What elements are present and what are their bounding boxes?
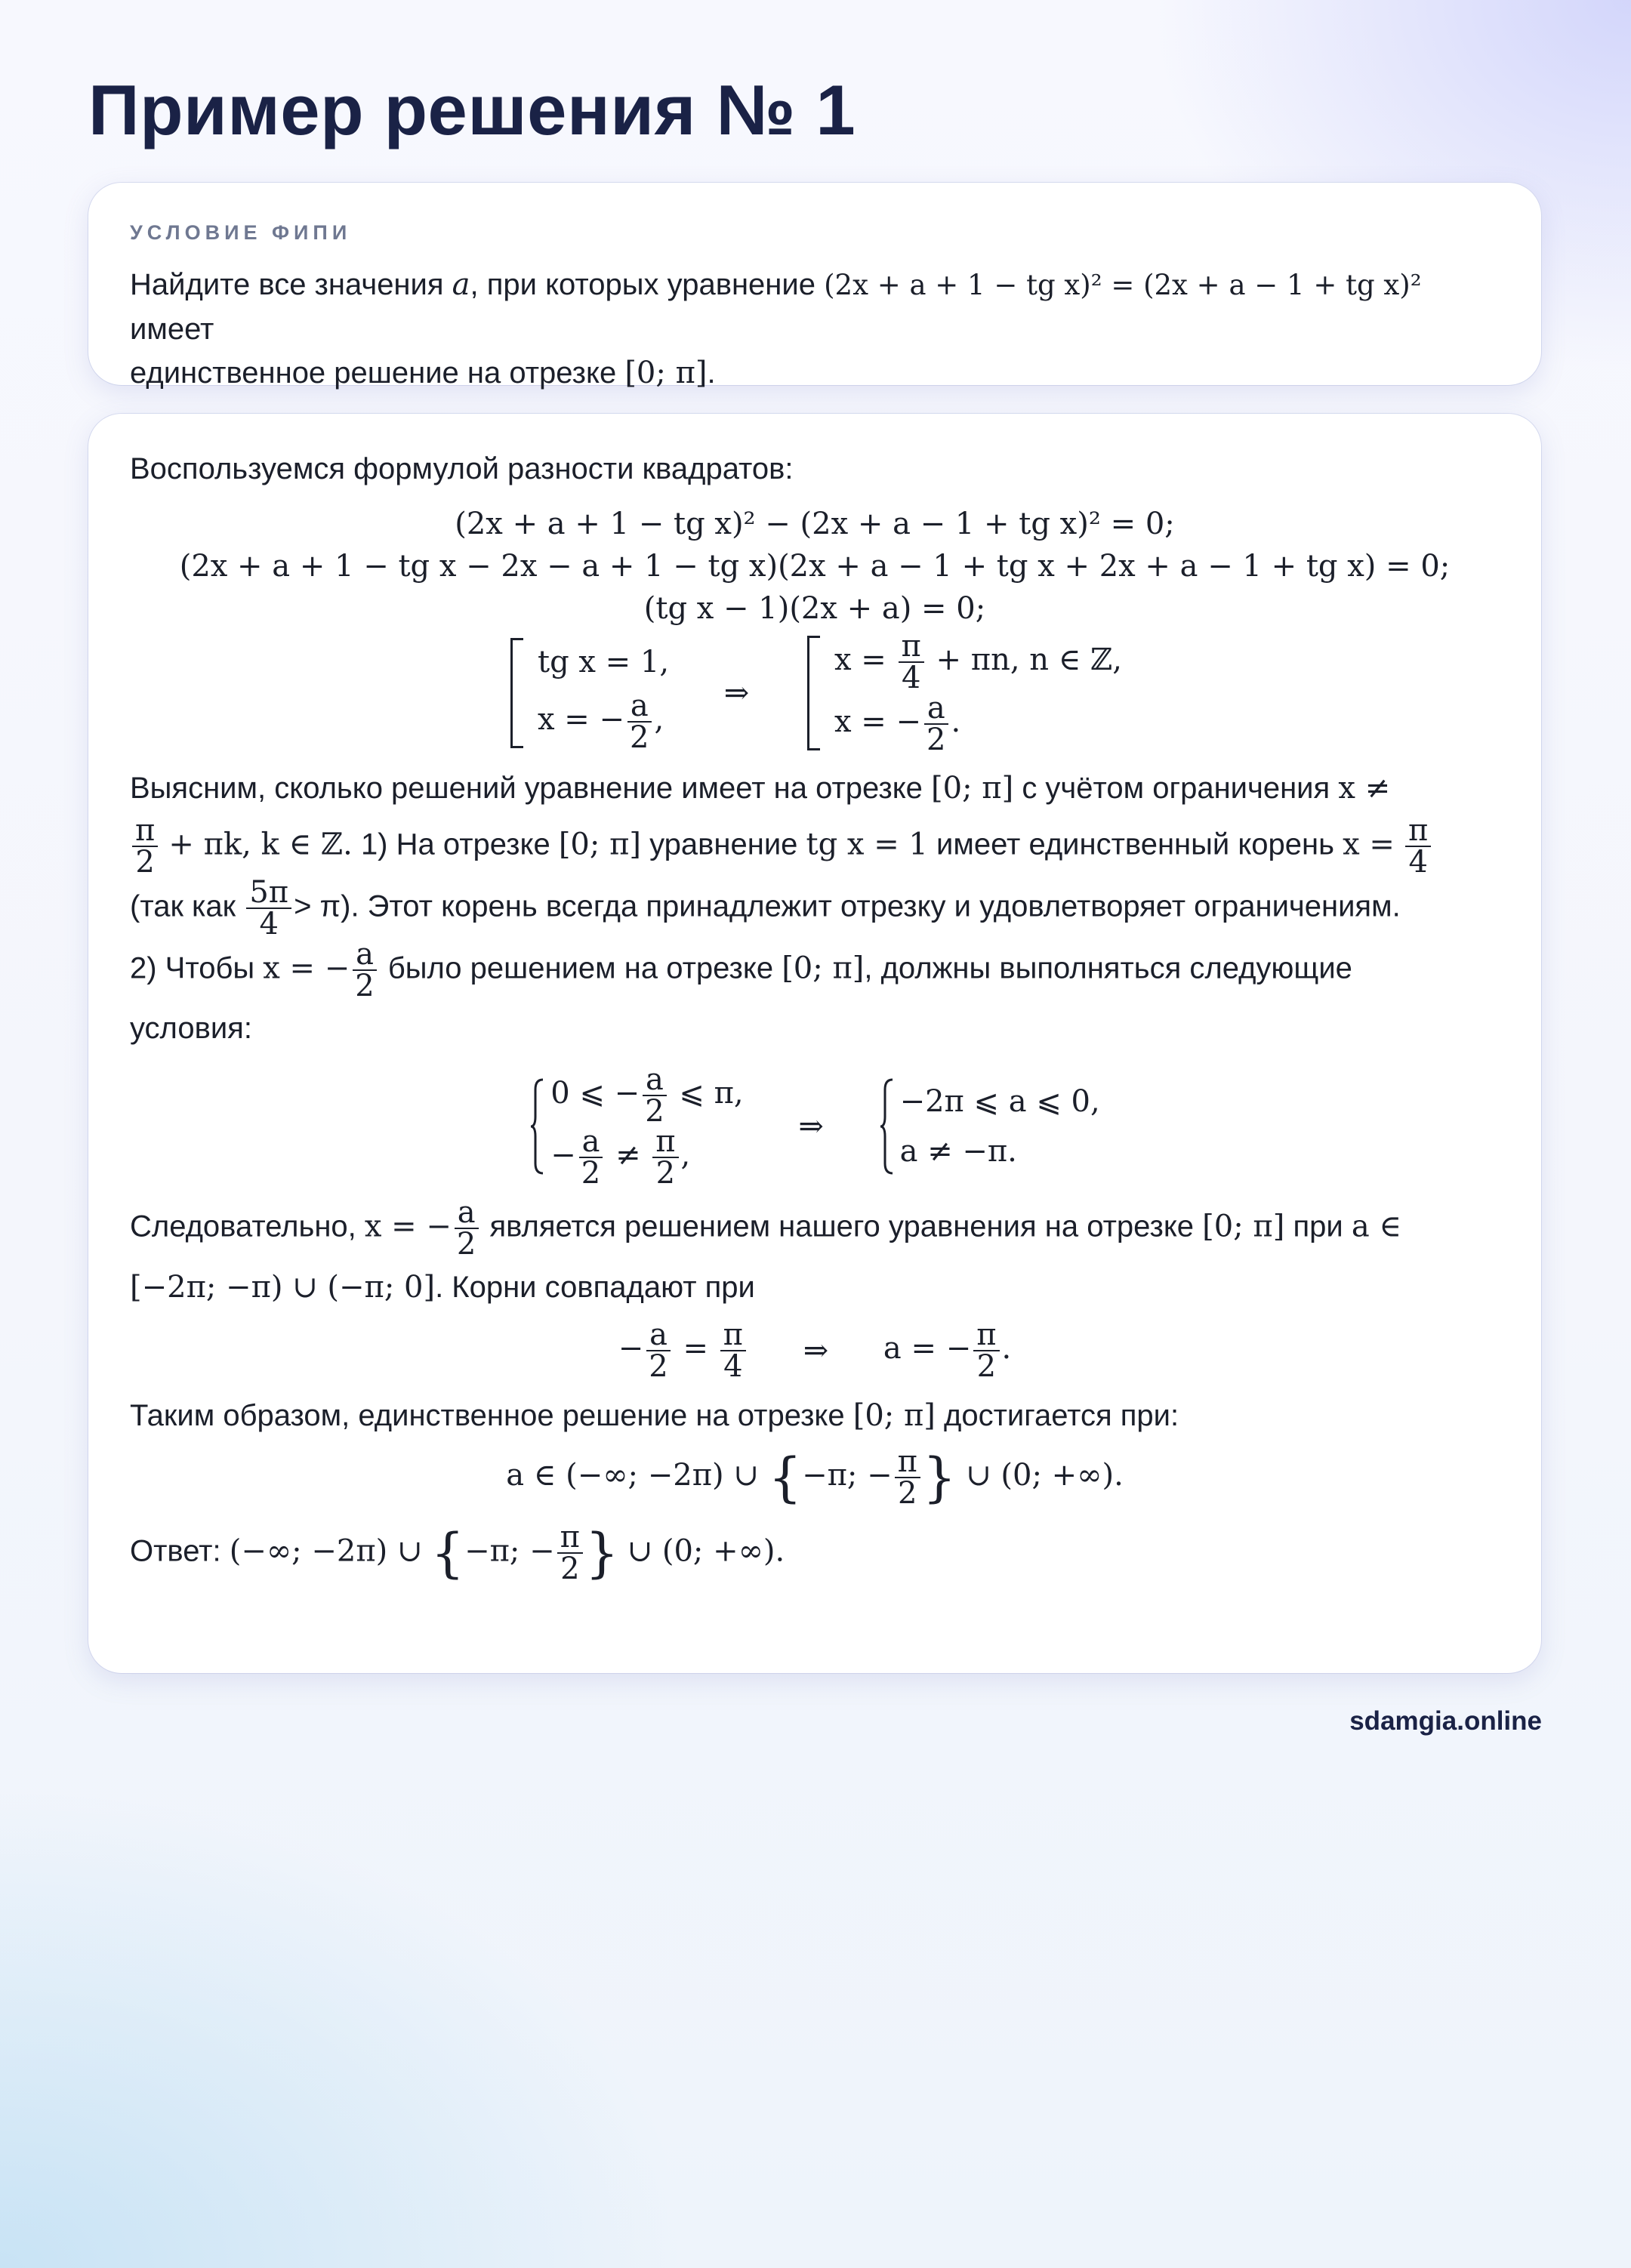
condition-label: УСЛОВИЕ ФИПИ <box>130 221 352 244</box>
equation-coincide: − $\frac{a}{2}$ = $\frac{\pi}{4}$ ⇒ a = − $\frac{\pi}{2}$ . <box>618 1317 1012 1384</box>
condition-end: . <box>707 356 716 390</box>
paragraph-summary: Таким образом, единственное решение на отрезке [0; π] достигается при: <box>130 1398 1179 1433</box>
condition-interval: [0; π] <box>624 356 708 390</box>
fraction: $\frac{\pi}{2}$ <box>895 1447 920 1508</box>
fraction: $\frac{a}{2}$ <box>642 1065 667 1126</box>
fraction: $\frac{\pi}{2}$ <box>132 815 158 877</box>
fraction: $\frac{a}{2}$ <box>352 939 377 1001</box>
fraction: $\frac{a}{2}$ <box>627 691 652 753</box>
condition-text-line2: единственное решение на отрезке <box>130 356 617 390</box>
fraction: $\frac{\pi}{4}$ <box>720 1320 746 1382</box>
right-brace <box>879 1077 896 1176</box>
fraction: $\frac{\pi}{4}$ <box>899 631 924 693</box>
system-left-row1: 0 ⩽ − $\frac{a}{2}$ ⩽ π, <box>550 1062 744 1129</box>
implies-arrow: ⇒ <box>798 1109 824 1144</box>
condition-text-after: имеет <box>130 313 214 346</box>
fraction: $\frac{\pi}{4}$ <box>1405 815 1431 877</box>
root-set-right-row1: x = $\frac{\pi}{4}$ + πn, n ∈ ℤ, <box>834 629 1122 695</box>
fraction: $\frac{\pi}{2}$ <box>557 1522 583 1584</box>
left-square-bracket <box>510 638 523 748</box>
conditions-systems <box>130 1062 1500 1191</box>
paragraph-analysis: Выясним, сколько решений уравнение имеет на отрезке [0; π] с учётом ограничения x ≠ $\frac{\pi}{2}$ + πk, k ∈ ℤ. 1) На отрезке [0; π] уравнение tg x = 1 имеет единственный корень x = $\frac{\pi}{4}$ (так как $\frac{5\pi}{4}$ > π). Этот корень всегда принадлежит отрезку и удовлетворяет ограничениям. 2) Чтобы x = − $\frac{a}{2}$ было решением на отрезке [0; π], должны выполняться следующие условия: <box>130 761 1500 1055</box>
right-square-bracket <box>807 636 820 750</box>
fraction: $\frac{\pi}{2}$ <box>652 1126 678 1188</box>
system-right-row1: −2π ⩽ a ⩽ 0, <box>899 1084 1100 1119</box>
fraction: $\frac{a}{2}$ <box>454 1197 479 1259</box>
implies-arrow: ⇒ <box>803 1333 829 1368</box>
root-set-right <box>804 631 1122 755</box>
system-right <box>879 1077 1100 1176</box>
page-title: Пример решения № 1 <box>88 70 856 149</box>
system-right-row2: a ≠ −π. <box>899 1134 1017 1169</box>
root-sets <box>130 631 1500 755</box>
answer-label: Ответ: <box>130 1534 221 1568</box>
site-watermark: sdamgia.online <box>1349 1706 1542 1736</box>
condition-text <box>130 263 1500 395</box>
root-set-left-row1: tg x = 1, <box>538 645 670 679</box>
condition-card <box>88 183 1541 390</box>
condition-text-middle: , при которых уравнение <box>470 268 815 301</box>
implies-arrow: ⇒ <box>723 676 750 710</box>
equation-3: (tg x − 1)(2x + a) = 0; <box>643 591 986 626</box>
condition-text-prefix: Найдите все значения <box>130 268 444 301</box>
answer-line: Ответ: (−∞; −2π) ∪ {−π; − $\frac{\pi}{2}$ } ∪ (0; +∞). <box>130 1520 785 1586</box>
solution-intro: Воспользуемся формулой разности квадратов: <box>130 452 794 485</box>
fraction: $\frac{5\pi}{4}$ <box>246 877 291 939</box>
final-set: a ∈ (−∞; −2π) ∪ {−π; − $\frac{\pi}{2}$ } ∪ (0; +∞). <box>506 1444 1124 1511</box>
equation-2: (2x + a + 1 − tg x − 2x − a + 1 − tg x)(2x + a − 1 + tg x + 2x + a − 1 + tg x) = 0; <box>179 549 1451 584</box>
fraction: $\frac{a}{2}$ <box>923 693 948 755</box>
fraction: $\frac{a}{2}$ <box>646 1320 671 1382</box>
left-brace <box>529 1077 546 1176</box>
condition-equation: (2x + a + 1 − tg x)² = (2x + a − 1 + tg x)² <box>824 269 1422 301</box>
paragraph-conclusion: Следовательно, x = − $\frac{a}{2}$ является решением нашего уравнения на отрезке [0; π] при a ∈ [−2π; −π) ∪ (−π; 0]. Корни совпадают при <box>130 1195 1401 1305</box>
root-set-left-row2: x = − $\frac{a}{2}$ , <box>538 689 664 755</box>
root-set-right-row2: x = − $\frac{a}{2}$ . <box>834 691 961 757</box>
fraction: $\frac{a}{2}$ <box>578 1126 603 1188</box>
condition-var-a: a <box>452 267 470 302</box>
root-set-left <box>507 633 669 753</box>
fraction: $\frac{\pi}{2}$ <box>973 1320 999 1382</box>
equation-1: (2x + a + 1 − tg x)² − (2x + a − 1 + tg x)² = 0; <box>455 507 1175 541</box>
system-left-row2: − $\frac{a}{2}$ ≠ $\frac{\pi}{2}$ , <box>550 1124 691 1191</box>
solution-card <box>88 414 1541 1673</box>
system-left <box>529 1062 744 1191</box>
